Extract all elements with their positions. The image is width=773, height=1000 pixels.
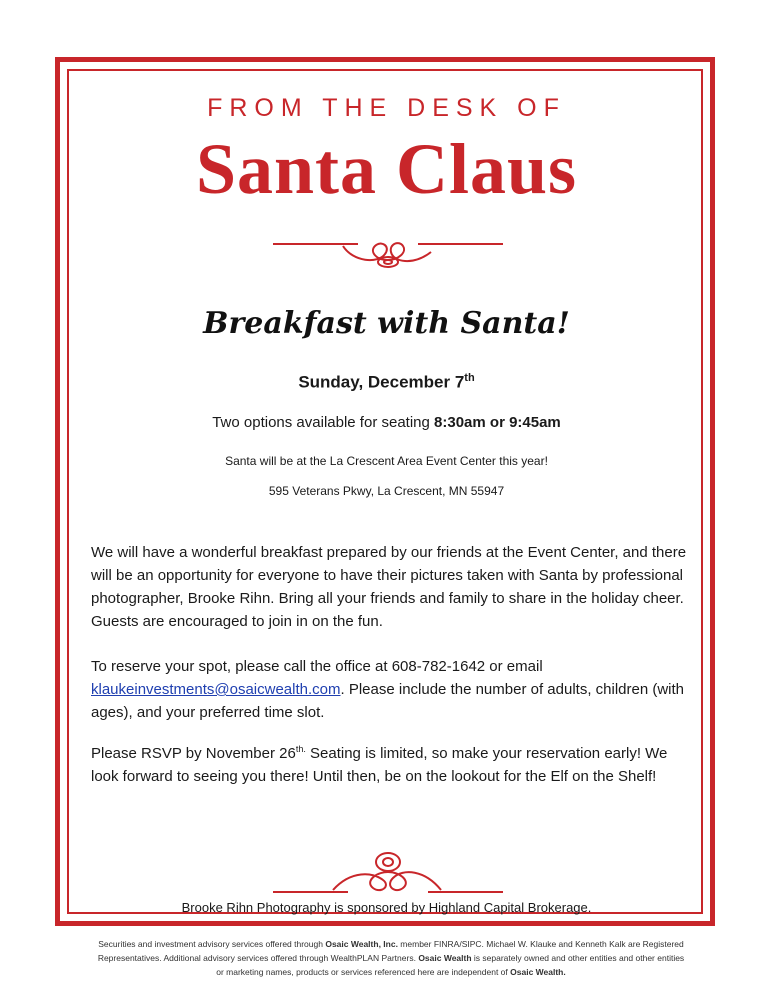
legal-disclaimer (96, 937, 686, 979)
event-address: 595 Veterans Pkwy, La Crescent, MN 55947 (268, 484, 505, 498)
rsvp-text-before: Please RSVP by November 26 (91, 745, 296, 762)
disclaimer-text-2: member FINRA/SIPC. Michael W. Klauke and Kenneth Kalk are Registered Representatives. Additional advisory services offered through WealthPLAN Partners. (97, 939, 684, 963)
reservation-text-after: . Please include the number of adults, children (with ages), and your preferred time slot. (91, 681, 685, 721)
event-date-text: Sunday, December 7 (298, 372, 465, 392)
seating-times: 8:30am or 9:45am (434, 414, 561, 431)
sponsor-note: Brooke Rihn Photography is sponsored by Highland Capital Brokerage. (181, 900, 592, 915)
event-date-suffix: th (464, 372, 475, 384)
seating-prefix: Two options available for seating (212, 414, 435, 431)
reservation-text-before: To reserve your spot, please call the office at 608-782-1642 or email (91, 658, 543, 675)
disclaimer-bold-3: Osaic Wealth. (510, 967, 566, 977)
disclaimer-text-3: is separately owned and other entities and other entities or marketing names, products or services referenced here are independent of (216, 953, 685, 977)
event-title: Breakfast with Santa! (203, 306, 570, 341)
disclaimer-bold-1: Osaic Wealth, Inc. (325, 939, 398, 949)
paragraph-breakfast-details: We will have a wonderful breakfast prepared by our friends at the Event Center, and there will be an opportunity for everyone to have their pictures taken with Santa by professional photographer, Brooke Rihn. Bring all your friends and family to share in the holiday cheer. Guests are encouraged to join in on the fun. (91, 544, 687, 630)
disclaimer-text-1: Securities and investment advisory services offered through (98, 939, 326, 949)
seating-options (0, 414, 773, 431)
event-location: Santa will be at the La Crescent Area Event Center this year! (225, 454, 548, 468)
event-date (0, 372, 773, 393)
bottom-flourish-ornament (273, 850, 503, 898)
rsvp-text-after: Seating is limited, so make your reservation early! We look forward to seeing you there! Until then, be on the lookout for the Elf on the Shelf! (91, 745, 668, 785)
paragraph-reservation (91, 655, 691, 724)
paragraph-rsvp (91, 738, 691, 788)
disclaimer-bold-2: Osaic Wealth (418, 953, 472, 963)
from-the-desk-heading: FROM THE DESK OF (207, 94, 566, 122)
rsvp-date-suffix: th. (295, 744, 306, 754)
email-link[interactable]: klaukeinvestments@osaicwealth.com (91, 681, 341, 698)
top-flourish-ornament (273, 232, 503, 272)
santa-claus-heading: Santa Claus (195, 129, 578, 209)
